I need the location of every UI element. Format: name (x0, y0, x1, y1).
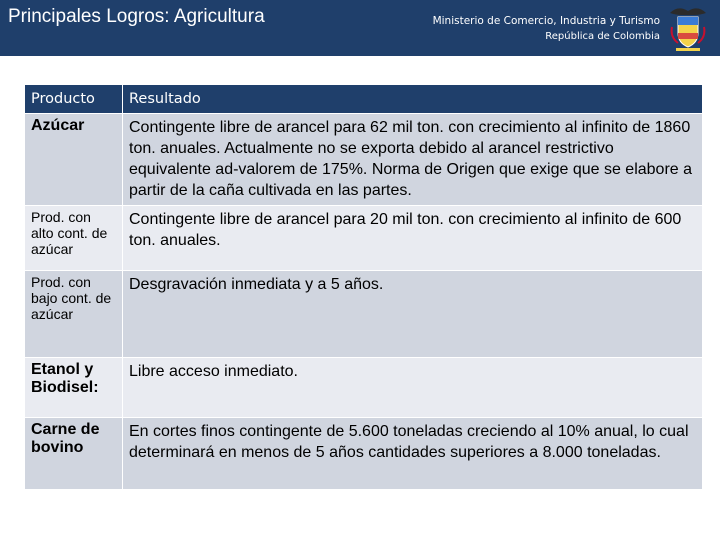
page-title: Principales Logros: Agricultura (8, 6, 265, 27)
result-cell: En cortes finos contingente de 5.600 toneladas creciendo al 10% anual, lo cual determinará en menos de 5 años cantidades superiores a 8.000 toneladas. (123, 418, 703, 490)
result-cell: Contingente libre de arancel para 20 mil ton. con crecimiento al infinito de 600 ton. anuales. (123, 206, 703, 271)
product-cell: Etanol y Biodisel: (25, 358, 123, 418)
ministry-block (433, 13, 660, 45)
table-row (25, 271, 703, 358)
country-name: República de Colombia (545, 31, 660, 42)
table-header-row (25, 85, 703, 114)
product-cell: Azúcar (25, 114, 123, 206)
product-cell: Prod. con bajo cont. de azúcar (25, 271, 123, 358)
column-header-result: Resultado (123, 85, 703, 114)
achievements-table (24, 84, 703, 490)
ministry-name: Ministerio de Comercio, Industria y Turismo (432, 15, 660, 27)
colombia-coat-of-arms-icon (664, 3, 712, 53)
result-cell: Desgravación inmediata y a 5 años. (123, 271, 703, 358)
column-header-product: Producto (25, 85, 123, 114)
header-bar (0, 0, 720, 56)
table-row (25, 206, 703, 271)
table-row (25, 418, 703, 490)
result-cell: Libre acceso inmediato. (123, 358, 703, 418)
result-cell: Contingente libre de arancel para 62 mil ton. con crecimiento al infinito de 1860 ton. anuales. Actualmente no se exporta debido al arancel restrictivo equivalente ad-valorem de 175%. Norma de Origen que exige que se elabore a partir de la caña cultivada en las partes. (123, 114, 703, 206)
product-cell: Prod. con alto cont. de azúcar (25, 206, 123, 271)
table-row (25, 114, 703, 206)
table-row (25, 358, 703, 418)
product-cell: Carne de bovino (25, 418, 123, 490)
